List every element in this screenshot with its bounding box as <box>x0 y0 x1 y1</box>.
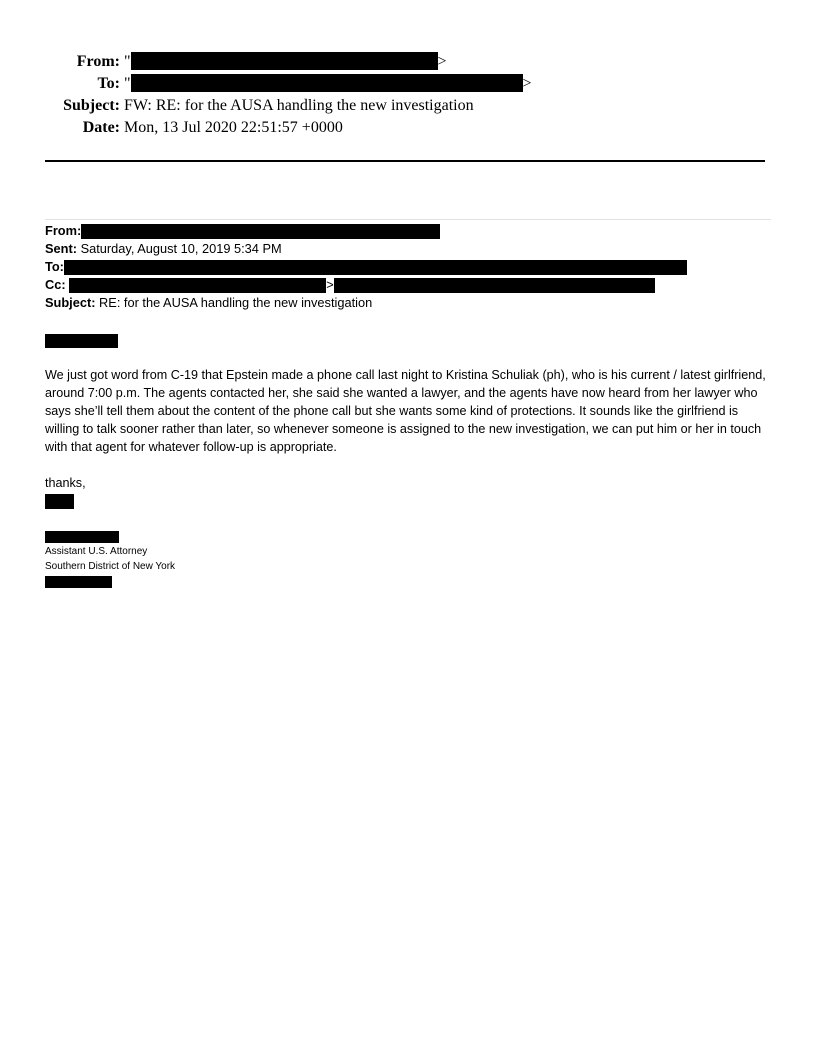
inner-subject-value: RE: for the AUSA handling the new investigation <box>99 295 373 310</box>
outer-from-label: From: <box>76 53 120 70</box>
outer-to-value <box>124 73 532 95</box>
signature-office: Southern District of New York <box>45 561 176 572</box>
redaction-box <box>45 334 118 348</box>
body-paragraph: We just got word from C-19 that Epstein made a phone call last night to Kristina Schuliak (ph), who is his current / latest girlfriend, around 7:00 p.m. The agents contacted her, she said she wanted a lawyer, and the agents have now heard from her lawyer who says she’ll tell them about the content of the phone call but she wants some kind of protections. It sounds like the girlfriend is willing to talk sooner rather than later, so whenever someone is assigned to the new investigation, we can put him or her in touch with that agent for whatever follow-up is appropriate. <box>45 368 766 454</box>
header-divider <box>45 160 765 162</box>
redaction-box <box>45 531 119 543</box>
inner-cc-row <box>45 276 775 294</box>
inner-subject-row <box>45 294 775 312</box>
signature-title: Assistant U.S. Attorney <box>45 546 148 557</box>
inner-sent-label: Sent: <box>45 241 77 256</box>
outer-to-suffix: > <box>522 75 532 92</box>
outer-to-row <box>0 73 816 95</box>
redaction-box <box>131 74 523 92</box>
outer-subject-label: Subject: <box>63 97 120 114</box>
body-closing: thanks, <box>45 476 86 490</box>
outer-from-row <box>0 51 816 73</box>
outer-subject-row <box>0 95 816 117</box>
redaction-box <box>334 278 655 293</box>
inner-sent-row <box>45 240 775 258</box>
outer-from-suffix: > <box>437 53 447 70</box>
outer-to-prefix: " <box>124 75 131 92</box>
inner-cc-separator: > <box>326 277 334 292</box>
inner-to-row <box>45 258 775 276</box>
inner-from-label: From: <box>45 223 82 238</box>
outer-subject-value: FW: RE: for the AUSA handling the new investigation <box>124 97 474 114</box>
outer-from-value <box>124 51 447 73</box>
inner-header <box>45 222 775 312</box>
outer-date-row <box>0 117 816 139</box>
message-divider <box>45 219 771 220</box>
redaction-box <box>81 224 440 239</box>
inner-cc-label: Cc: <box>45 277 66 292</box>
outer-from-prefix: " <box>124 53 131 70</box>
redaction-box <box>131 52 438 70</box>
outer-date-label: Date: <box>82 119 120 136</box>
inner-from-row <box>45 222 775 240</box>
inner-subject-label: Subject: <box>45 295 96 310</box>
outer-date-value: Mon, 13 Jul 2020 22:51:57 +0000 <box>124 119 343 136</box>
inner-sent-value: Saturday, August 10, 2019 5:34 PM <box>80 241 282 256</box>
redaction-box <box>45 576 112 588</box>
redaction-box <box>69 278 326 293</box>
outer-to-label: To: <box>97 75 120 92</box>
inner-to-label: To: <box>45 259 64 274</box>
redaction-box <box>45 494 74 509</box>
message-body <box>45 366 773 492</box>
redaction-box <box>64 260 687 275</box>
